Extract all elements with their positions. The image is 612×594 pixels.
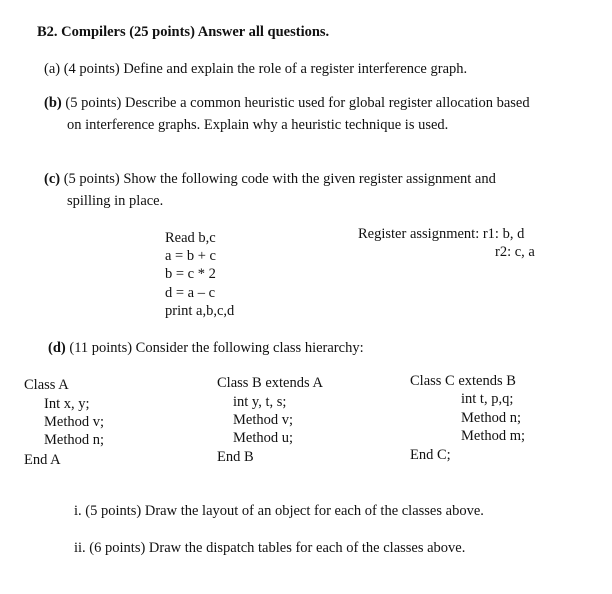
code-line: d = a – c	[165, 285, 216, 301]
class-c-method: Method m;	[461, 428, 526, 444]
class-c-header: Class C extends B	[410, 373, 516, 389]
class-b-field: int y, t, s;	[233, 394, 287, 410]
question-c	[44, 170, 496, 188]
page-title: B2. Compilers (25 points) Answer all questions.	[37, 24, 330, 40]
question-c-label: (c)	[44, 171, 61, 187]
class-b-method: Method v;	[233, 412, 294, 428]
question-d-ii: ii. (6 points) Draw the dispatch tables for each of the classes above.	[74, 540, 466, 556]
class-c-method: Method n;	[461, 410, 522, 426]
question-b-label: (b)	[44, 95, 62, 111]
question-b-line2: on interference graphs. Explain why a heuristic technique is used.	[67, 117, 449, 133]
question-a-text: (4 points) Define and explain the role of a register interference graph.	[63, 61, 468, 77]
question-c-line1: (5 points) Show the following code with the given register assignment and	[63, 171, 496, 187]
class-b-method: Method u;	[233, 430, 294, 446]
question-a	[44, 60, 467, 78]
question-c-line2: spilling in place.	[67, 193, 164, 209]
class-b-header: Class B extends A	[217, 375, 323, 391]
class-a-method: Method n;	[44, 432, 105, 448]
class-a-end: End A	[24, 452, 61, 468]
class-c-end: End C;	[410, 447, 451, 463]
question-a-label: (a)	[44, 61, 61, 77]
class-a-field: Int x, y;	[44, 396, 90, 412]
question-d-label: (d)	[48, 340, 66, 356]
class-a-header: Class A	[24, 377, 69, 393]
class-a-method: Method v;	[44, 414, 105, 430]
register-assignment-line1: Register assignment: r1: b, d	[358, 226, 525, 242]
question-b	[44, 94, 530, 112]
question-d-i: i. (5 points) Draw the layout of an object for each of the classes above.	[74, 503, 484, 519]
register-assignment-line2: r2: c, a	[495, 244, 535, 260]
question-d-text: (11 points) Consider the following class hierarchy:	[69, 340, 364, 356]
class-c-field: int t, p,q;	[461, 391, 514, 407]
code-line: print a,b,c,d	[165, 303, 235, 319]
class-b-end: End B	[217, 449, 254, 465]
code-line: Read b,c	[165, 230, 216, 246]
question-b-line1: (5 points) Describe a common heuristic used for global register allocation based	[65, 95, 530, 111]
question-d	[48, 339, 364, 357]
code-line: b = c * 2	[165, 266, 216, 282]
code-line: a = b + c	[165, 248, 216, 264]
